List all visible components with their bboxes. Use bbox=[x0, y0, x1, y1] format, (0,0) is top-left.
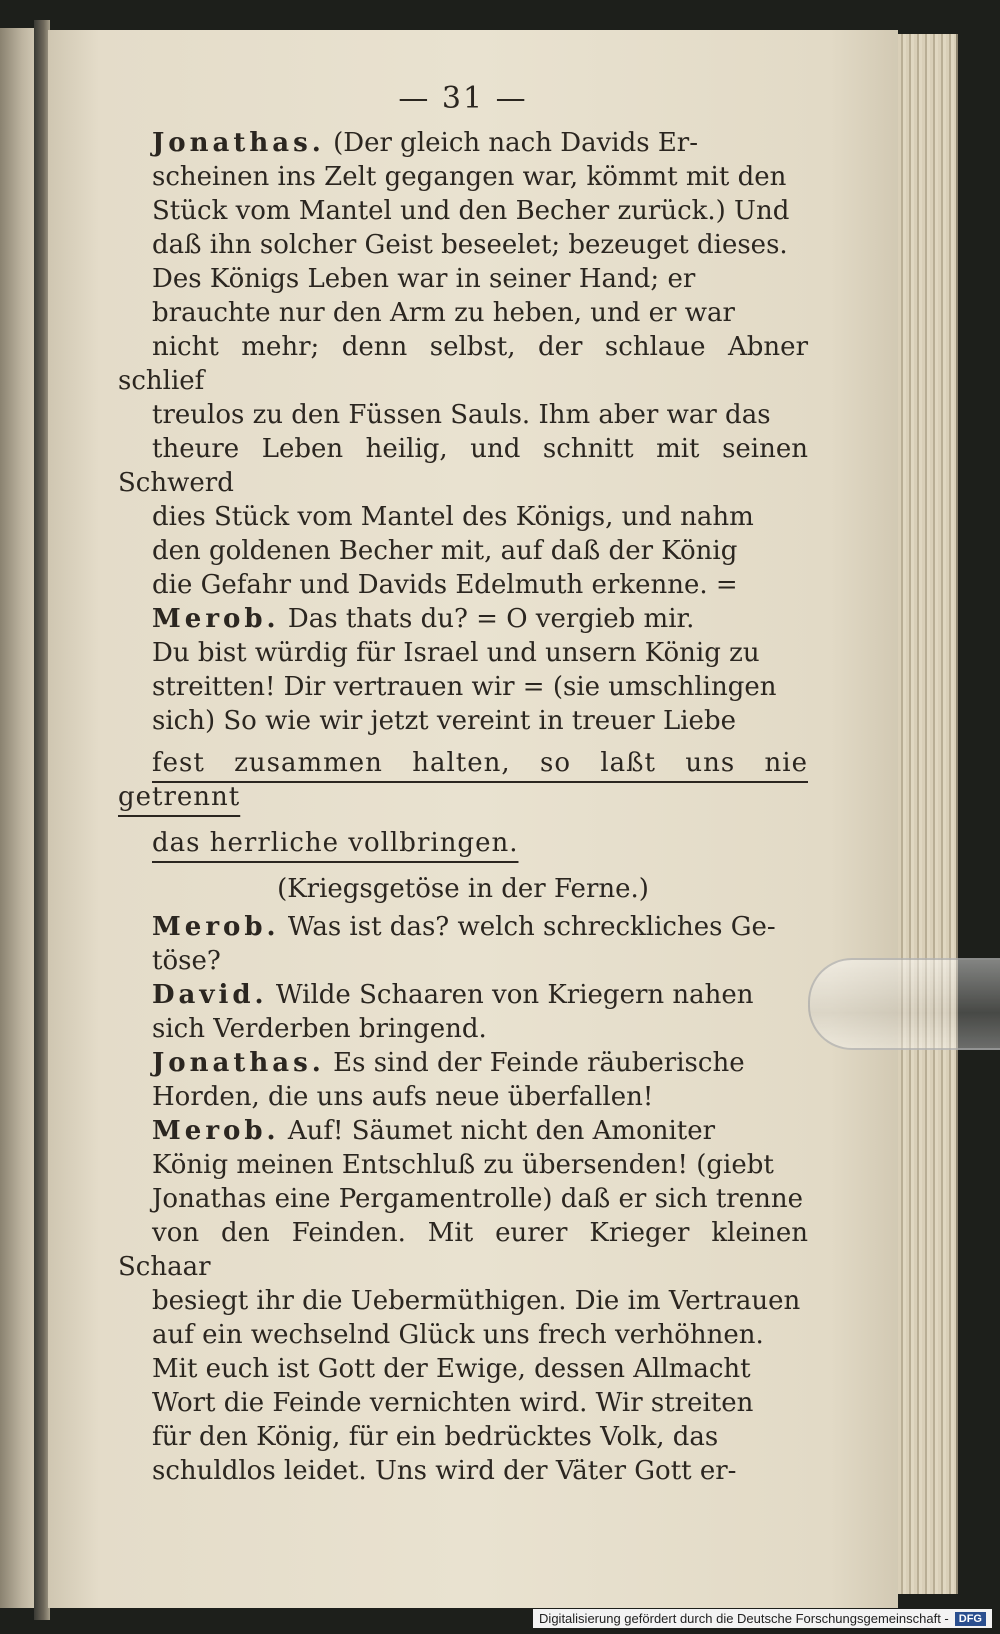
text-line: sich Verderben bringend. bbox=[152, 1014, 487, 1044]
speaker-name: Merob. bbox=[152, 912, 280, 942]
text-line: streitten! Dir vertrauen wir = (sie umschlingen bbox=[152, 672, 777, 702]
text-line: theure Leben heilig, und schnitt mit seinen Schwerd bbox=[118, 434, 808, 498]
text-line: daß ihn solcher Geist beseelet; bezeuget dieses. bbox=[152, 230, 788, 260]
text-line: Wilde Schaaren von Kriegern nahen bbox=[275, 980, 754, 1010]
page-text bbox=[118, 82, 808, 1488]
text-line: sich) So wie wir jetzt vereint in treuer Liebe bbox=[152, 706, 736, 736]
text-line: Stück vom Mantel und den Becher zurück.) Und bbox=[152, 196, 790, 226]
page-number: — 31 — bbox=[398, 81, 528, 116]
speaker-name: Merob. bbox=[152, 604, 280, 634]
text-line: schuldlos leidet. Uns wird der Väter Gott er- bbox=[152, 1456, 737, 1486]
stage-direction: (Kriegsgetöse in der Ferne.) bbox=[277, 874, 649, 904]
speaker-name: Jonathas. bbox=[152, 128, 325, 158]
digitization-footer bbox=[533, 1609, 992, 1628]
magnifier-lens-overlay bbox=[808, 958, 1000, 1050]
text-line: Horden, die uns aufs neue überfallen! bbox=[152, 1082, 654, 1112]
text-line: (Der gleich nach Davids Er- bbox=[333, 128, 699, 158]
text-line: Jonathas eine Pergamentrolle) daß er sich trenne bbox=[152, 1184, 803, 1214]
text-line: auf ein wechselnd Glück uns frech verhöhnen. bbox=[152, 1320, 764, 1350]
paragraph-merob-1 bbox=[118, 602, 808, 860]
speaker-name: David. bbox=[152, 980, 268, 1010]
text-line: von den Feinden. Mit eurer Krieger kleinen Schaar bbox=[118, 1218, 808, 1282]
text-line: für den König, für ein bedrücktes Volk, das bbox=[152, 1422, 719, 1452]
underlined-line: das herrliche vollbringen. bbox=[152, 828, 519, 858]
paragraph-merob-2 bbox=[118, 910, 808, 978]
text-line: König meinen Entschluß zu übersenden! (giebt bbox=[152, 1150, 774, 1180]
text-line: Mit euch ist Gott der Ewige, dessen Allmacht bbox=[152, 1354, 751, 1384]
text-line: nicht mehr; denn selbst, der schlaue Abner schlief bbox=[118, 332, 808, 396]
text-line: Das thats du? = O vergieb mir. bbox=[287, 604, 695, 634]
paragraph-jonathas-2 bbox=[118, 1046, 808, 1114]
text-line: dies Stück vom Mantel des Königs, und nahm bbox=[152, 502, 754, 532]
text-line: Wort die Feinde vernichten wird. Wir streiten bbox=[152, 1388, 754, 1418]
text-line: treulos zu den Füssen Sauls. Ihm aber war das bbox=[152, 400, 771, 430]
paragraph-david bbox=[118, 978, 808, 1046]
text-line: Auf! Säumet nicht den Amoniter bbox=[287, 1116, 716, 1146]
text-line: töse? bbox=[152, 946, 221, 976]
text-line: Des Königs Leben war in seiner Hand; er bbox=[152, 264, 696, 294]
dfg-logo: DFG bbox=[955, 1612, 986, 1626]
text-line: brauchte nur den Arm zu heben, und er war bbox=[152, 298, 735, 328]
speaker-name: Jonathas. bbox=[152, 1048, 325, 1078]
text-line: den goldenen Becher mit, auf daß der König bbox=[152, 536, 738, 566]
text-line: besiegt ihr die Uebermüthigen. Die im Vertrauen bbox=[152, 1286, 801, 1316]
page-stack-edges bbox=[898, 34, 958, 1594]
text-line: Du bist würdig für Israel und unsern König zu bbox=[152, 638, 760, 668]
underlined-line: fest zusammen halten, so laßt uns nie getrennt bbox=[118, 748, 808, 812]
paragraph-jonathas-1 bbox=[118, 126, 808, 602]
text-line: Was ist das? welch schreckliches Ge- bbox=[287, 912, 776, 942]
text-line: die Gefahr und Davids Edelmuth erkenne. = bbox=[152, 570, 738, 600]
speaker-name: Merob. bbox=[152, 1116, 280, 1146]
text-line: scheinen ins Zelt gegangen war, kömmt mit den bbox=[152, 162, 787, 192]
text-line: Es sind der Feinde räuberische bbox=[333, 1048, 745, 1078]
footer-text: Digitalisierung gefördert durch die Deutsche Forschungsgemeinschaft - bbox=[539, 1611, 949, 1626]
paragraph-merob-3 bbox=[118, 1114, 808, 1488]
